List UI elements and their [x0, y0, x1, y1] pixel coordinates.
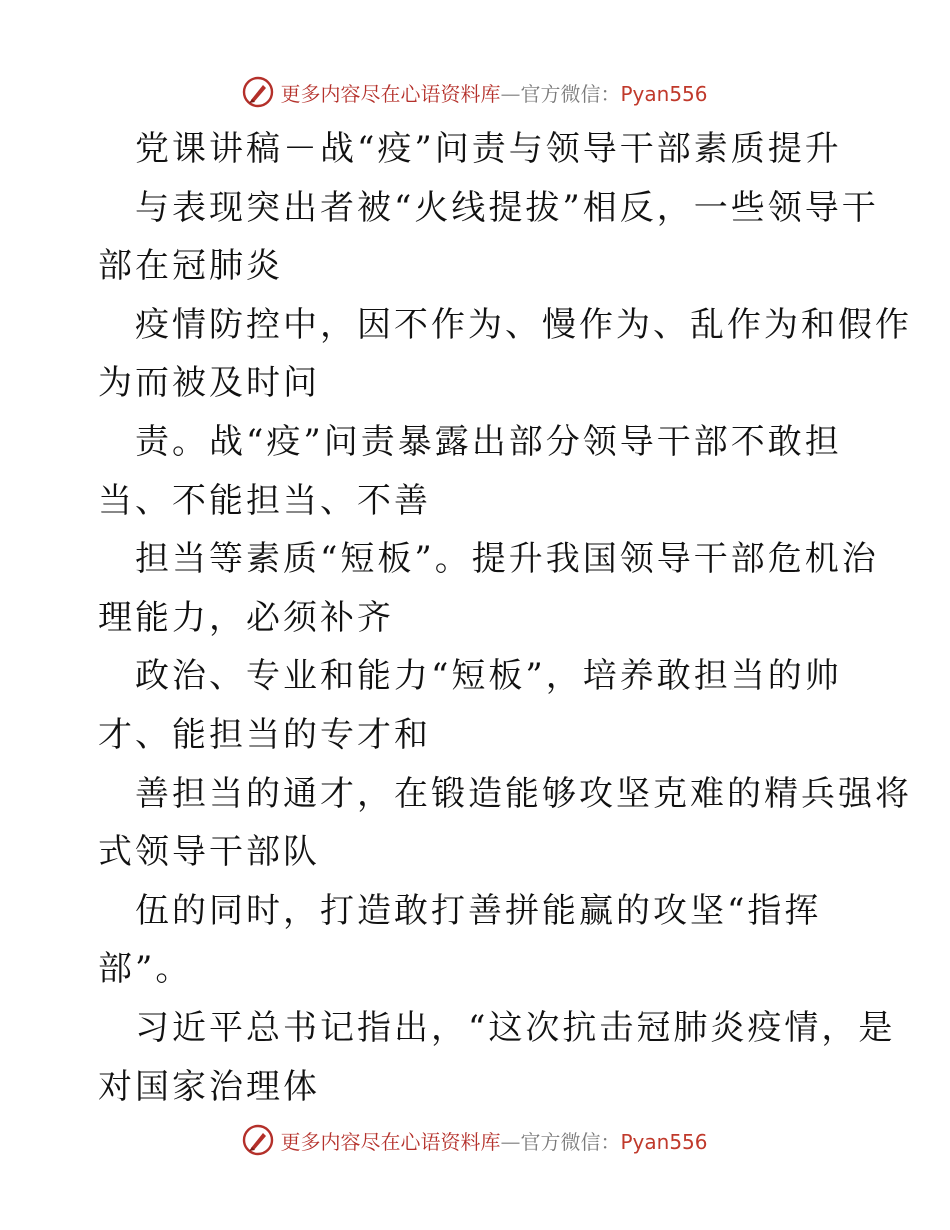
footer-text	[280, 1126, 707, 1155]
header-text	[280, 78, 707, 107]
paragraph-line: 疫情防控中，因不作为、慢作为、乱作为和假作	[135, 304, 912, 345]
paragraph-line: 习近平总书记指出，“这次抗击冠肺炎疫情，是	[135, 1007, 896, 1048]
footer-banner	[0, 1120, 950, 1160]
header-site-text: 更多内容尽在心语资料库	[280, 81, 501, 106]
paragraph-line: 政治、专业和能力“短板”，培养敢担当的帅	[135, 656, 842, 697]
paragraph-line: 部”。	[98, 949, 193, 990]
paragraph-line: 担当等素质“短板”。提升我国领导干部危机治	[135, 539, 879, 580]
footer-wechat-id: Pyan556	[620, 1129, 708, 1154]
pen-logo-icon	[242, 76, 274, 108]
paragraph-line: 对国家治理体	[98, 1066, 320, 1107]
paragraph-line: 伍的同时，打造敢打善拼能赢的攻坚“指挥	[135, 890, 822, 931]
paragraph-line: 才、能担当的专才和	[98, 714, 431, 755]
document-body	[98, 120, 912, 1116]
document-title: 党课讲稿－战“疫”问责与领导干部素质提升	[135, 129, 842, 169]
footer-wechat-label: 官方微信：	[520, 1129, 621, 1154]
paragraph-line: 善担当的通才，在锻造能够攻坚克难的精兵强将	[135, 773, 912, 814]
header-wechat-label: 官方微信：	[520, 81, 621, 106]
pen-logo-icon	[242, 1124, 274, 1156]
paragraph-line: 为而被及时问	[98, 363, 320, 404]
header-banner	[0, 72, 950, 112]
paragraph-line: 式领导干部队	[98, 832, 320, 873]
header-wechat-id: Pyan556	[620, 81, 708, 106]
footer-dash: —	[500, 1129, 521, 1154]
paragraph-line: 理能力，必须补齐	[98, 597, 394, 638]
paragraph-line: 与表现突出者被“火线提拔”相反，一些领导干	[135, 187, 879, 228]
footer-site-text: 更多内容尽在心语资料库	[280, 1129, 501, 1154]
header-dash: —	[500, 81, 521, 106]
paragraph-line: 当、不能担当、不善	[98, 480, 431, 521]
paragraph-line: 部在冠肺炎	[98, 246, 283, 287]
paragraph-line: 责。战“疫”问责暴露出部分领导干部不敢担	[135, 421, 842, 462]
